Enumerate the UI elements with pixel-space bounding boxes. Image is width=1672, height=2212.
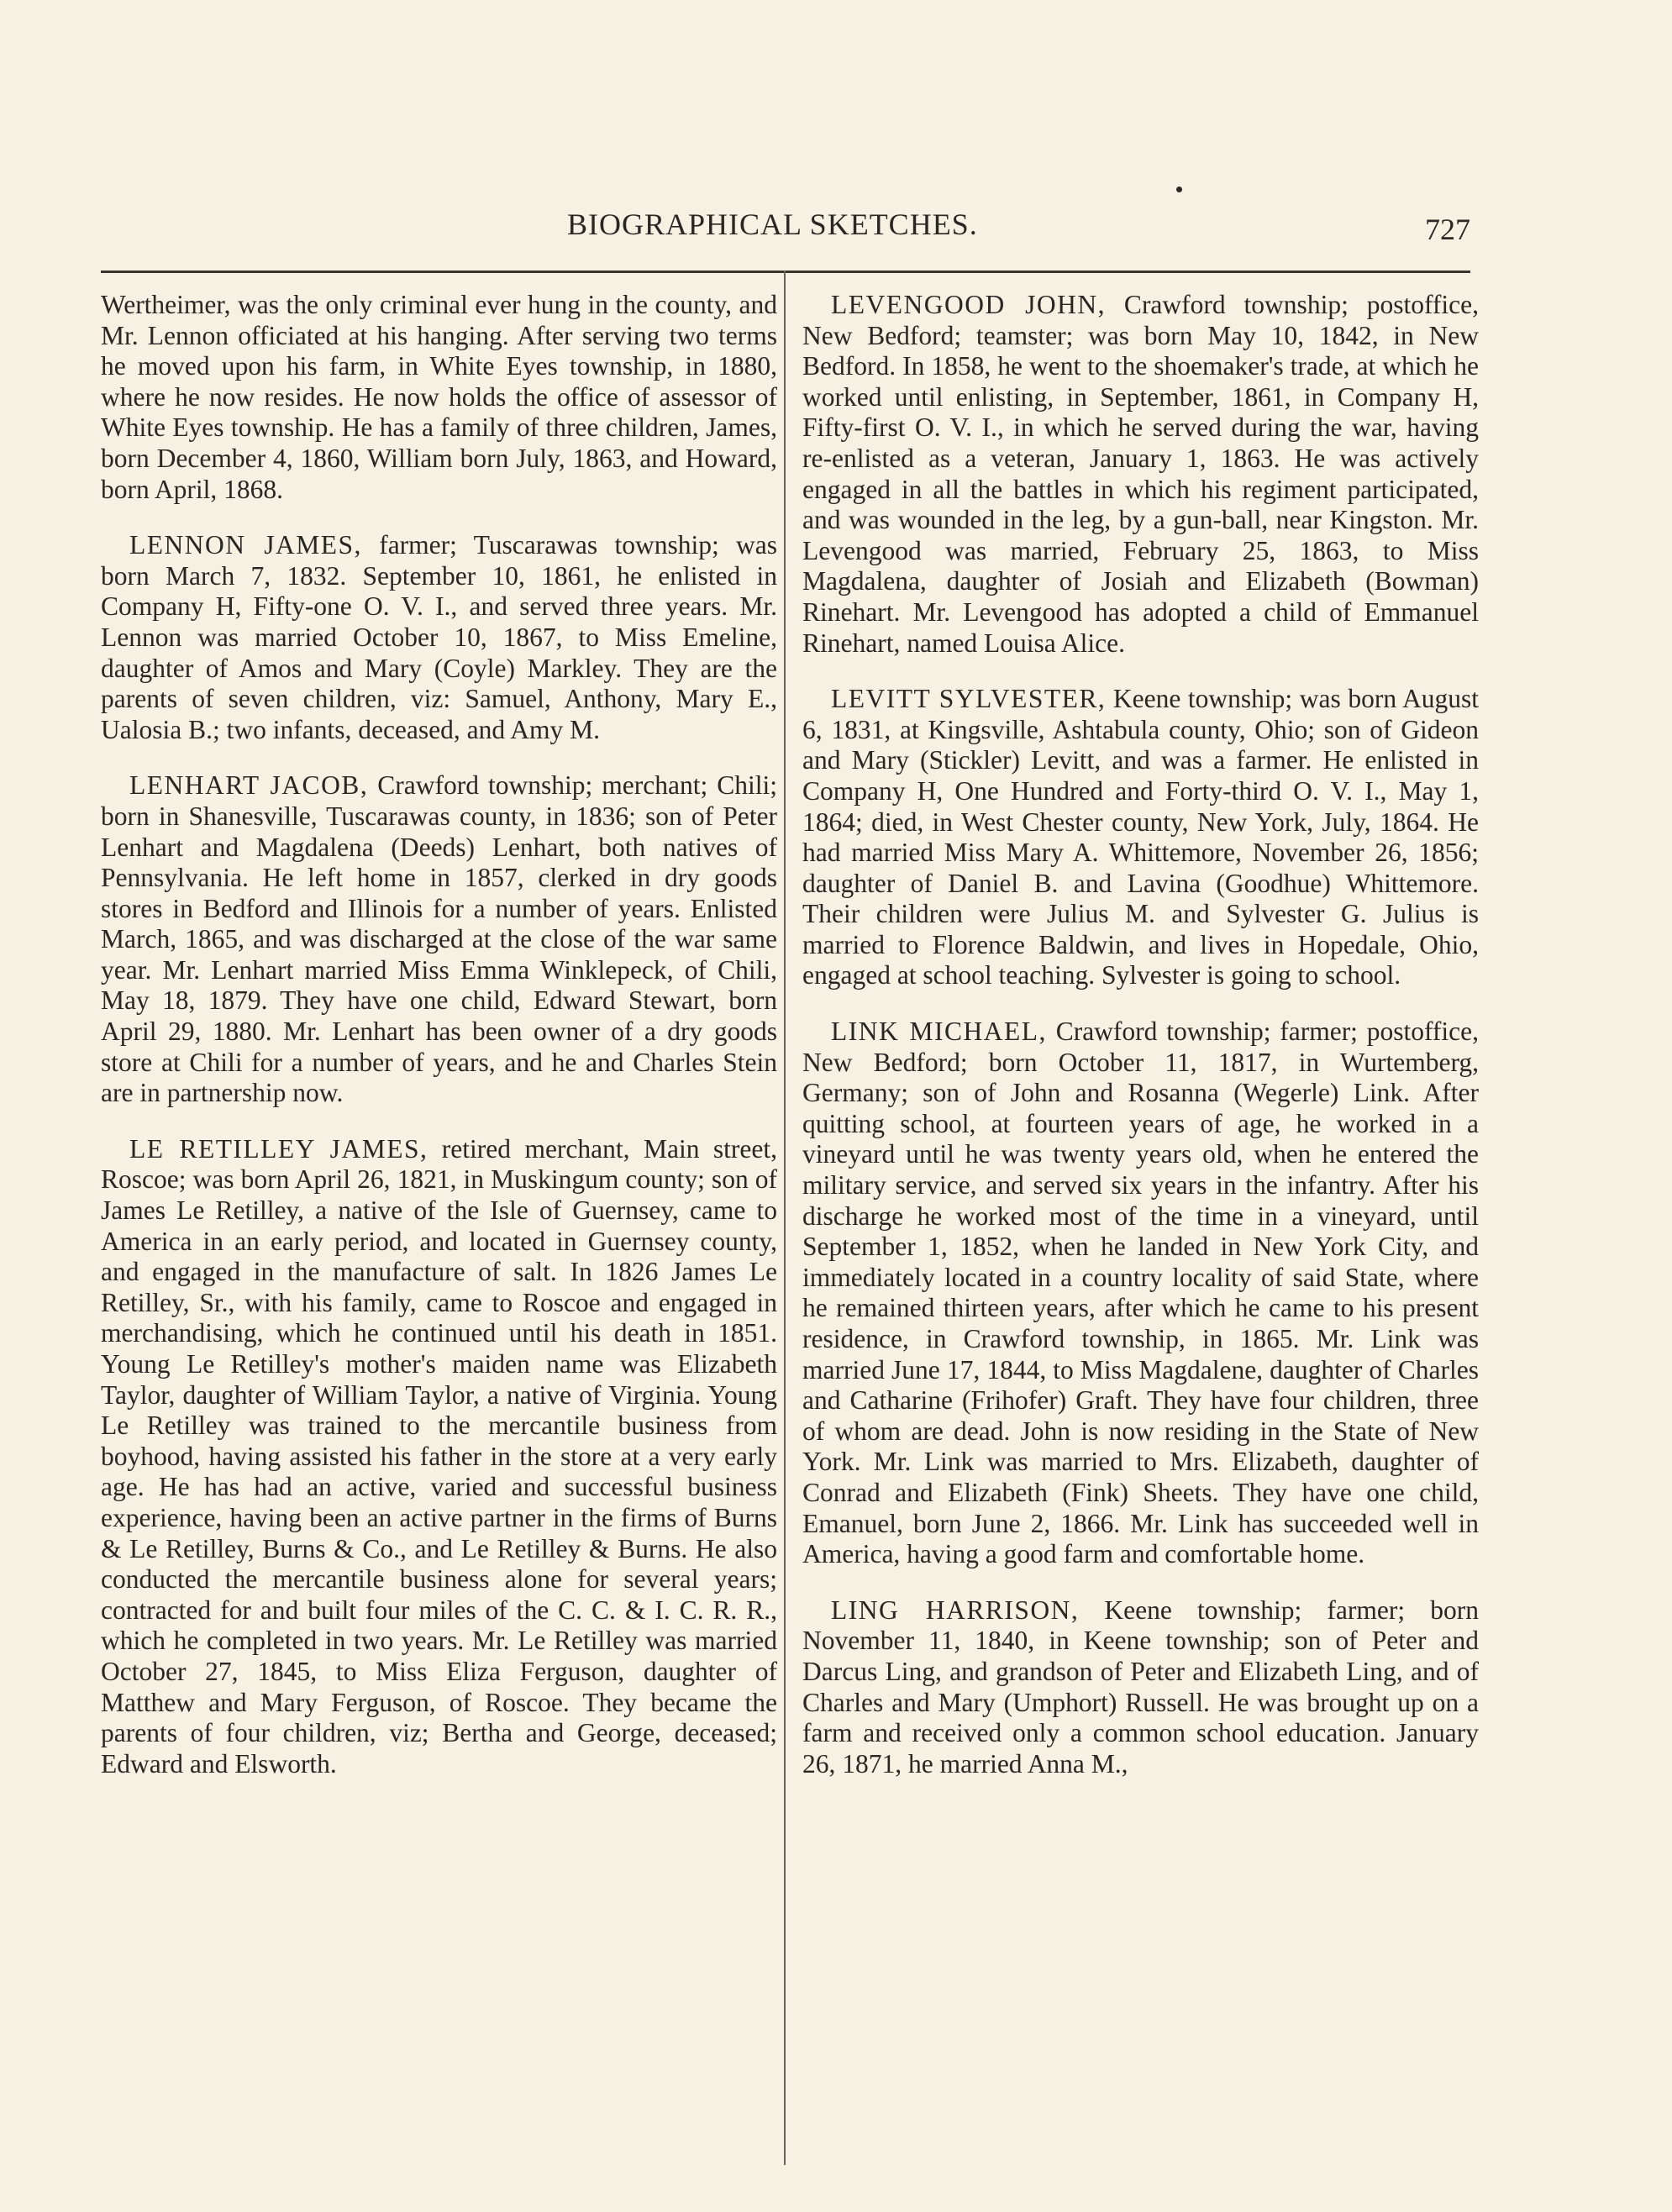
entry-text: Keene township; was born August 6, 1831, at Kingsville, Ashtabula county, Ohio; son of Gideon and Mary (Stickler) Levitt, and was a farmer. He enlisted in Company H, One Hundred and Forty-third O. V. I., May 1, 1864; died, in West Chester county, New York, July, 1864. He had married Miss Mary A. Whittemore, November 26, 1856; daughter of Daniel B. and Lavina (Goodhue) Whittemore. Their children were Julius M. and Sylvester G. Julius is married to Florence Baldwin, and lives in Hopedale, Ohio, engaged at school teaching. Sylvester is going to school. <box>802 684 1479 990</box>
column-divider <box>784 271 786 2165</box>
biography-entry <box>101 530 777 745</box>
entry-name: LE RETILLEY JAMES, <box>129 1133 429 1164</box>
left-column <box>101 290 777 1805</box>
entry-name: LING HARRISON, <box>831 1595 1080 1625</box>
biography-entry <box>101 290 777 505</box>
entry-name: LENHART JACOB, <box>129 770 369 801</box>
right-column <box>802 290 1479 1805</box>
entry-text: retired merchant, Main street, Roscoe; was born April 26, 1821, in Muskingum county; son of James Le Retilley, a native of the Isle of Guernsey, came to America in an early period, and located in Guernsey county, and engaged in the manufacture of salt. In 1826 James Le Retilley, Sr., with his family, came to Roscoe and engaged in merchandising, which he continued until his death in 1851. Young Le Retilley's mother's maiden name was Elizabeth Taylor, daughter of William Taylor, a native of Virginia. Young Le Retilley was trained to the mercantile business from boyhood, having assisted his father in the store at a very early age. He has had an active, varied and successful business experience, having been an active partner in the firms of Burns & Le Retilley, Burns & Co., and Le Retilley & Burns. He also conducted the mercantile business alone for several years; contracted for and built four miles of the C. C. & I. C. R. R., which he completed in two years. Mr. Le Retilley was married October 27, 1845, to Miss Eliza Ferguson, daughter of Matthew and Mary Ferguson, of Roscoe. They became the parents of four children, viz; Bertha and George, deceased; Edward and Elsworth. <box>101 1133 778 1779</box>
biography-entry <box>802 1017 1479 1570</box>
entry-text: Crawford township; merchant; Chili; born in Shanesville, Tuscarawas county, in 1836; son of Peter Lenhart and Magdalena (Deeds) Lenhart, both natives of Pennsylvania. He left home in 1857, clerked in dry goods stores in Bedford and Illinois for a number of years. Enlisted March, 1865, and was discharged at the close of the war same year. Mr. Lenhart married Miss Emma Winklepeck, of Chili, May 18, 1879. They have one child, Edward Stewart, born April 29, 1880. Mr. Lenhart has been owner of a dry goods store at Chili for a number of years, and he and Charles Stein are in partnership now. <box>101 770 777 1108</box>
ink-speck <box>1176 187 1182 192</box>
entry-text: Crawford township; postoffice, New Bedford; teamster; was born May 10, 1842, in New Bedford. In 1858, he went to the shoemaker's trade, at which he worked until enlisting, in September, 1861, in Company H, Fifty-first O. V. I., in which he served during the war, having re-enlisted as a veteran, January 1, 1863. He was actively engaged in all the battles in which his regiment participated, and was wounded in the leg, by a gun-ball, near Kingston. Mr. Levengood was married, February 25, 1863, to Miss Magdalena, daughter of Josiah and Elizabeth (Bowman) Rinehart. Mr. Levengood has adopted a child of Emmanuel Rinehart, named Louisa Alice. <box>802 290 1480 658</box>
entry-text: farmer; Tuscarawas township; was born March 7, 1832. September 10, 1861, he enlisted in Company H, Fifty-one O. V. I., and served three years. Mr. Lennon was married October 10, 1867, to Miss Emeline, daughter of Amos and Mary (Coyle) Markley. They are the parents of seven children, viz: Samuel, Anthony, Mary E., Ualosia B.; two infants, deceased, and Amy M. <box>101 530 777 744</box>
entry-name: LENNON JAMES, <box>129 530 362 560</box>
biography-entry <box>101 770 777 1109</box>
entry-text: Wertheimer, was the only criminal ever hung in the county, and Mr. Lennon officiated at his hanging. After serving two terms he moved upon his farm, in White Eyes township, in 1880, where he now resides. He now holds the office of assessor of White Eyes township. He has a family of three children, James, born December 4, 1860, William born July, 1863, and Howard, born April, 1868. <box>101 290 777 504</box>
entry-name: LEVITT SYLVESTER, <box>831 684 1107 714</box>
biography-entry <box>101 1134 777 1779</box>
biography-entry <box>802 290 1479 659</box>
page-header <box>101 207 1470 257</box>
entry-text: Keene township; farmer; born November 11, 1840, in Keene township; son of Peter and Darcus Ling, and grandson of Peter and Elizabeth Ling, and of Charles and Mary (Umphort) Russell. He was brought up on a farm and received only a common school education. January 26, 1871, he married Anna M., <box>802 1595 1479 1779</box>
entry-name: LEVENGOOD JOHN, <box>831 290 1107 319</box>
page-number: 727 <box>1425 213 1470 246</box>
entry-text: Crawford township; farmer; postoffice, New Bedford; born October 11, 1817, in Wurtemberg, Germany; son of John and Rosanna (Wegerle) Link. After quitting school, at fourteen years of age, he worked in a vineyard until he was twenty years old, when he entered the military service, and served six years in the infantry. After his discharge he worked most of the time in a vineyard, until September 1, 1852, when he landed in New York City, and immediately located in a country locality of said State, where he remained thirteen years, after which he came to his present residence, in Crawford township, in 1865. Mr. Link was married June 17, 1844, to Miss Magdalene, daughter of Charles and Catharine (Frihofer) Graft. They have four children, three of whom are dead. John is now residing in the State of New York. Mr. Link was married to Mrs. Elizabeth, daughter of Conrad and Elizabeth (Fink) Sheets. They have one child, Emanuel, born June 2, 1866. Mr. Link has succeeded well in America, having a good farm and comfortable home. <box>802 1017 1479 1569</box>
biography-entry <box>802 1595 1479 1780</box>
biography-entry <box>802 684 1479 991</box>
header-rule <box>101 271 1470 273</box>
running-title: BIOGRAPHICAL SKETCHES. <box>567 208 978 241</box>
entry-name: LINK MICHAEL, <box>831 1017 1047 1047</box>
